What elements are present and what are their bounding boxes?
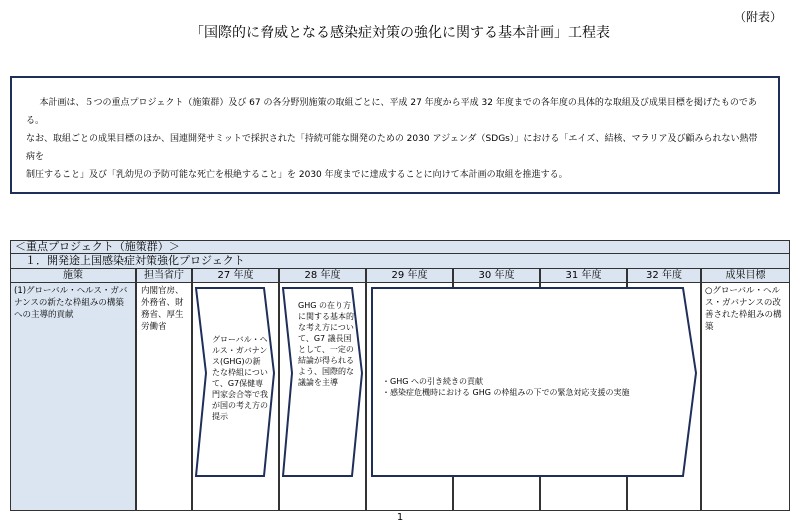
fy27-action-text: グローバル・ヘルス・ガバナンス(GHG)の新たな枠組について、G7保健専門家会合等で我が国の考え方の提示 [212,335,268,421]
fy29-32-action-text: ・GHG への引き続きの貢献 ・感染症危機時における GHG の枠組みの下での緊急対応支援の実施 [382,377,630,397]
document-title: 「国際的に脅威となる感染症対策の強化に関する基本計画」工程表 [190,25,610,41]
ministry-cell: 内閣官房、外務省、財務省、厚生労働省 [136,283,192,511]
header-fy32: 32 年度 [627,269,701,283]
header-fy27: 27 年度 [192,269,279,283]
page-number: 1 [396,512,404,523]
intro-line-2: なお、取組ごとの成果目標のほか、国連開発サミットで採択された「持続可能な開発のための 2030 アジェンダ（SDGs）」における「エイズ、結核、マラリア及び顧みられない熱帯病を [26,134,758,162]
header-fy31: 31 年度 [540,269,627,283]
measure-cell: (1)グローバル・ヘルス・ガバナンスの新たな枠組みの構築への主導的貢献 [10,283,136,511]
header-measure: 施策 [10,269,136,283]
section-heading: ＜重点プロジェクト（施策群）＞ [10,240,790,254]
intro-line-3: 制圧すること」及び「乳幼児の予防可能な死亡を根絶すること」を 2030 年度までに達成することに向けて本計画の取組を推進する。 [26,170,568,180]
intro-line-1: 本計画は、５つの重点プロジェクト（施策群）及び 67 の各分野別施策の取組ごとに、平成 27 年度から平成 32 年度までの各年度の具体的な取組及び成果目標を掲げたものである。 [26,98,757,126]
header-fy30: 30 年度 [453,269,540,283]
goal-cell: ○グローバル・ヘルス・ガバナンスの改善された枠組みの構築 [701,283,790,511]
fy28-action-text: GHG の在り方に関する基本的な考え方について、G7 議長国として、一定の結論が得られるよう、国際的な議論を主導 [298,301,354,387]
header-goal: 成果目標 [701,269,790,283]
project-heading: １．開発途上国感染症対策強化プロジェクト [10,254,790,269]
header-fy28: 28 年度 [279,269,366,283]
header-ministry: 担当省庁 [136,269,192,283]
annex-label: （附表） [733,10,782,24]
header-fy29: 29 年度 [366,269,453,283]
